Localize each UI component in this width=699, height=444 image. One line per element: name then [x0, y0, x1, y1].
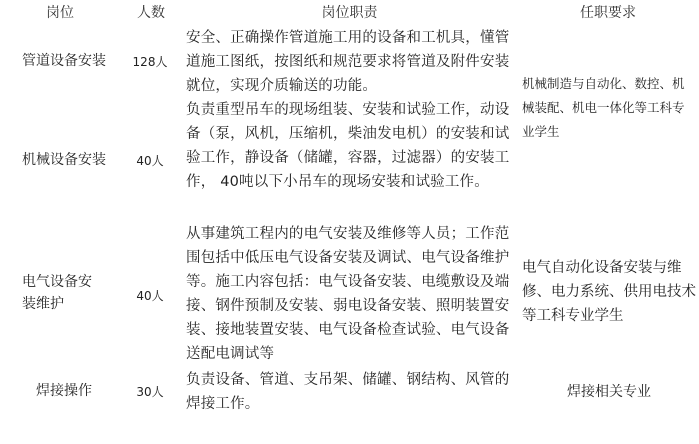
requirements-cell: 焊接相关专业: [567, 384, 651, 400]
count-cell: 128人: [132, 55, 168, 69]
duties-cell: 安全、正确操作管道施工用的设备和工机具，懂管道施工图纸，按图纸和规范要求将管道及附件安装就位，实现介质输送的功能。: [186, 30, 510, 94]
count-cell: 40人: [136, 154, 164, 168]
duties-cell: 从事建筑工程内的电气安装及维修等人员；工作范围包括中低压电气设备安装及调试、电气设备维护等。施工内容包括：电气设备安装、电缆敷设及端接、钢件预制及安装、弱电设备安装、照明装置安装、接地装置安装、电气设备检查试验、电气设备送配电调试等: [186, 226, 510, 362]
table-row: [0, 368, 699, 418]
table-row: [0, 98, 699, 220]
header-position: 岗位: [46, 5, 74, 21]
count-cell: 30人: [136, 385, 164, 399]
position-cell: 管道设备安装: [22, 53, 106, 69]
position-cell: 机械设备安装: [22, 152, 106, 168]
header-duties: 岗位职责: [321, 5, 378, 21]
duties-cell: 负责重型吊车的现场组装、安装和试验工作，动设备（泵，风机，压缩机，柴油发电机）的安装和试验工作，静设备（储罐，容器，过滤器）的安装工作， 40吨以下小吊车的现场安装和试验工作。: [186, 102, 510, 190]
position-cell: 电气设备安装维护: [22, 274, 92, 312]
position-cell: 焊接操作: [36, 383, 92, 399]
table-row: [0, 222, 699, 366]
count-cell: 40人: [136, 289, 164, 303]
header-count: 人数: [137, 5, 165, 21]
duties-cell: 负责设备、管道、支吊架、储罐、钢结构、风管的焊接工作。: [186, 372, 510, 412]
requirements-cell: 电气自动化设备安装与维修、电力系统、供用电技术等工科专业学生: [522, 260, 696, 324]
header-requirements: 任职要求: [580, 5, 636, 21]
requirements-cell: 机械制造与自动化、数控、机械装配、机电一体化等工科专业学生: [522, 76, 685, 139]
